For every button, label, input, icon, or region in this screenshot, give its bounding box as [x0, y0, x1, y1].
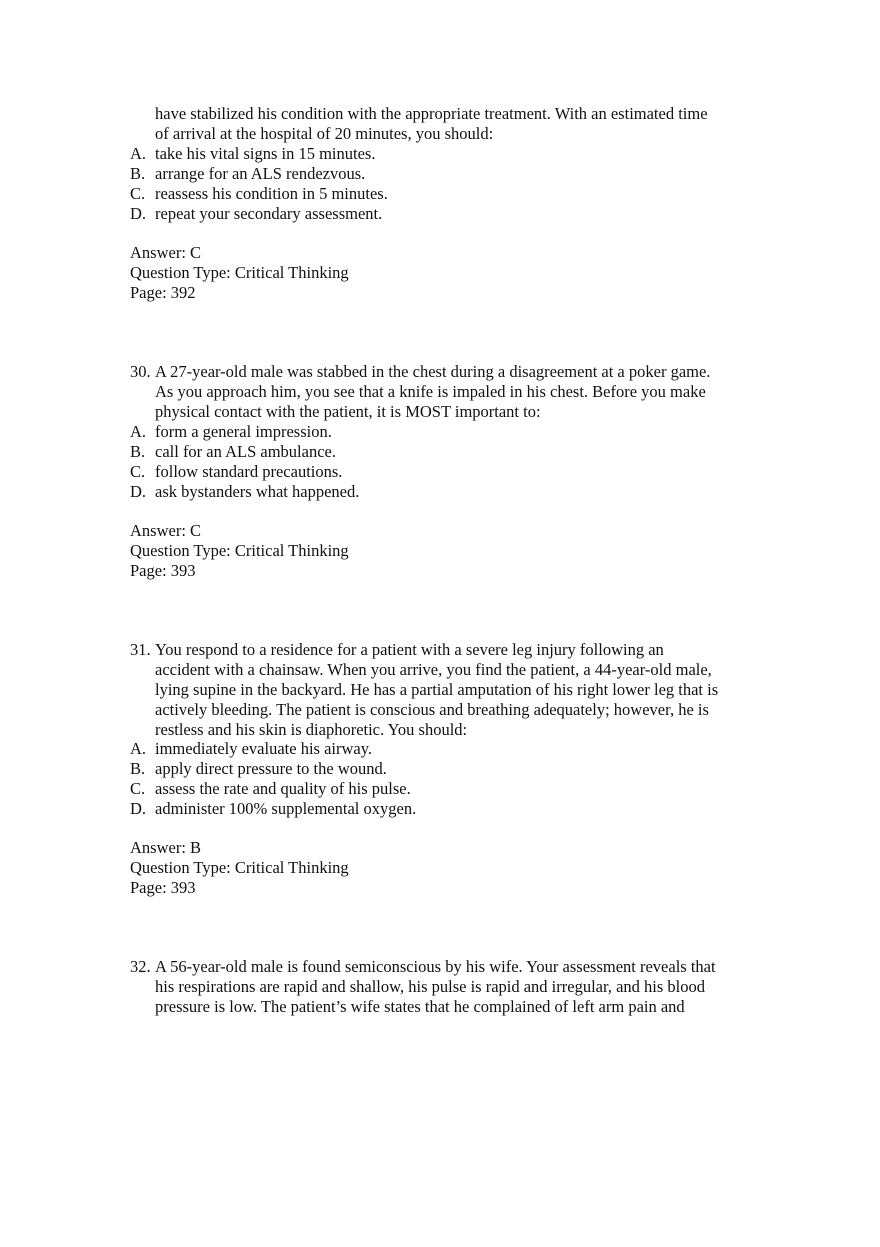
option-text: take his vital signs in 15 minutes. — [155, 144, 376, 163]
page-reference-line: Page: 392 — [130, 283, 196, 302]
question-stem-line: have stabilized his condition with the appropriate treatment. With an estimated time — [155, 104, 708, 123]
question-stem-line: of arrival at the hospital of 20 minutes, you should: — [155, 124, 494, 143]
page-reference-line: Page: 393 — [130, 878, 196, 897]
option-letter: A. — [130, 144, 147, 163]
question-type-line: Question Type: Critical Thinking — [130, 541, 349, 560]
answer-line: Answer: B — [130, 838, 202, 857]
question-stem-line: You respond to a residence for a patient with a severe leg injury following an — [155, 640, 664, 659]
question-stem-line: physical contact with the patient, it is MOST important to: — [155, 402, 541, 421]
question-stem-line: A 56-year-old male is found semiconscious by his wife. Your assessment reveals that — [155, 957, 716, 976]
option-letter: D. — [130, 799, 147, 818]
option-letter: B. — [130, 442, 146, 461]
option-text: apply direct pressure to the wound. — [155, 759, 387, 778]
question-type-line: Question Type: Critical Thinking — [130, 858, 349, 877]
option-text: assess the rate and quality of his pulse. — [155, 779, 411, 798]
question-number: 30. — [130, 362, 151, 381]
answer-line: Answer: C — [130, 521, 202, 540]
option-letter: D. — [130, 204, 147, 223]
option-text: repeat your secondary assessment. — [155, 204, 383, 223]
question-stem-line: restless and his skin is diaphoretic. You should: — [155, 720, 468, 739]
question-stem-line: A 27-year-old male was stabbed in the chest during a disagreement at a poker game. — [155, 362, 711, 381]
option-text: reassess his condition in 5 minutes. — [155, 184, 388, 203]
option-letter: C. — [130, 462, 146, 481]
option-letter: C. — [130, 779, 146, 798]
option-text: immediately evaluate his airway. — [155, 739, 373, 758]
question-stem-line: accident with a chainsaw. When you arrive, you find the patient, a 44-year-old male, — [155, 660, 712, 679]
option-text: follow standard precautions. — [155, 462, 343, 481]
option-text: arrange for an ALS rendezvous. — [155, 164, 366, 183]
option-letter: D. — [130, 482, 147, 501]
option-letter: A. — [130, 422, 147, 441]
question-stem-line: pressure is low. The patient’s wife states that he complained of left arm pain and — [155, 997, 685, 1016]
option-letter: C. — [130, 184, 146, 203]
page-reference-line: Page: 393 — [130, 561, 196, 580]
option-letter: B. — [130, 164, 146, 183]
option-text: form a general impression. — [155, 422, 332, 441]
question-stem-line: actively bleeding. The patient is conscious and breathing adequately; however, he is — [155, 700, 709, 719]
option-letter: A. — [130, 739, 147, 758]
question-stem-line: As you approach him, you see that a knife is impaled in his chest. Before you make — [155, 382, 706, 401]
question-number: 31. — [130, 640, 151, 659]
question-number: 32. — [130, 957, 151, 976]
option-text: administer 100% supplemental oxygen. — [155, 799, 417, 818]
question-stem-line: lying supine in the backyard. He has a partial amputation of his right lower leg that is — [155, 680, 719, 699]
question-type-line: Question Type: Critical Thinking — [130, 263, 349, 282]
question-stem-line: his respirations are rapid and shallow, his pulse is rapid and irregular, and his blood — [155, 977, 705, 996]
option-letter: B. — [130, 759, 146, 778]
answer-line: Answer: C — [130, 243, 202, 262]
option-text: ask bystanders what happened. — [155, 482, 360, 501]
option-text: call for an ALS ambulance. — [155, 442, 336, 461]
